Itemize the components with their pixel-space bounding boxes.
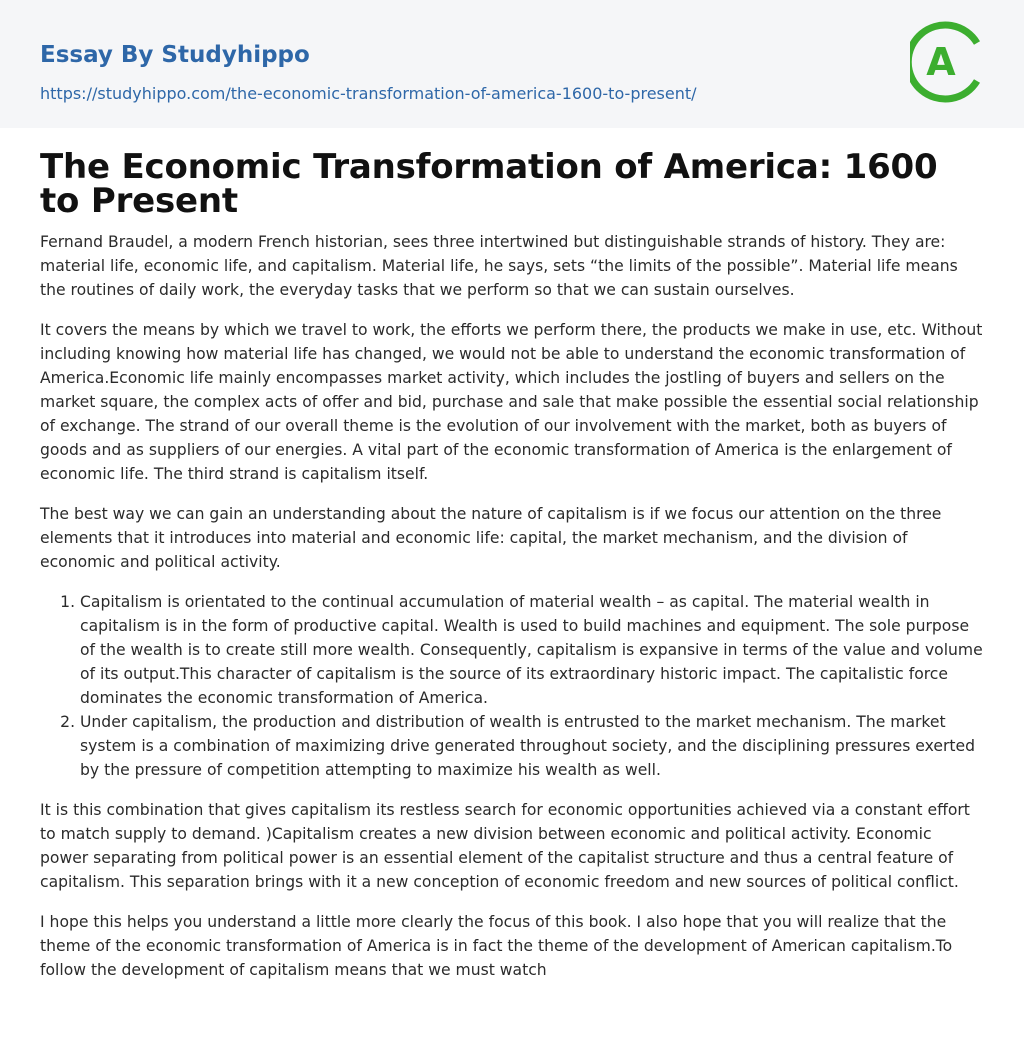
brand-title[interactable]: Essay By Studyhippo [40,42,310,68]
paragraph-1: Fernand Braudel, a modern French historian, sees three intertwined but distinguishable strands of history. They are: material life, economic life, and capitalism. Material life, he says, sets “the limits of the possible”. Material life means the routines of daily work, the everyday tasks that we perform so that we can sustain ourselves. [40,233,958,299]
studyhippo-logo-icon[interactable] [910,18,988,106]
logo-letter: A [926,40,956,84]
page-header [0,0,1024,128]
paragraph-3: The best way we can gain an understanding about the nature of capitalism is if we focus our attention on the three elements that it introduces into material and economic life: capital, the market mechanism, and the division of economic and political activity. [40,505,942,571]
capitalism-elements-list [40,590,984,782]
article-content [0,147,1024,982]
paragraph-2: It covers the means by which we travel to work, the efforts we perform there, the products we make in use, etc. Without including knowing how material life has changed, we would not be able to understand the economic transformation of America.Economic life mainly encompasses market activity, which includes the jostling of buyers and sellers on the market square, the complex acts of offer and bid, purchase and sale that make possible the essential social relationship of exchange. The strand of our overall theme is the evolution of our involvement with the market, both as buyers of goods and as suppliers of our energies. A vital part of the economic transformation of America is the enlargement of economic life. The third strand is capitalism itself. [40,321,983,483]
source-url-link[interactable]: https://studyhippo.com/the-economic-transformation-of-america-1600-to-present/ [40,84,697,103]
list-item: 1. Capitalism is orientated to the continual accumulation of material wealth – as capital. The material wealth in capitalism is in the form of productive capital. Wealth is used to build machines and equipment. The sole purpose of the wealth is to create still more wealth. Consequently, capitalism is expansive in terms of the value and volume of its output.This character of capitalism is the source of its extraordinary historic impact. The capitalistic force dominates the economic transformation of America. [80,590,984,710]
list-item: 2. Under capitalism, the production and distribution of wealth is entrusted to the market mechanism. The market system is a combination of maximizing drive generated throughout society, and the disciplining pressures exerted by the pressure of competition attempting to maximize his wealth as well. [80,710,984,782]
paragraph-4: It is this combination that gives capitalism its restless search for economic opportunities achieved via a constant effort to match supply to demand. )Capitalism creates a new division between economic and political activity. Economic power separating from political power is an essential element of the capitalist structure and thus a central feature of capitalism. This separation brings with it a new conception of economic freedom and new sources of political conflict. [40,801,970,891]
paragraph-5: I hope this helps you understand a little more clearly the focus of this book. I also hope that you will realize that the theme of the economic transformation of America is in fact the theme of the development of American capitalism.To follow the development of capitalism means that we must watch [40,913,953,979]
article-title: The Economic Transformation of America: 1600 to Present [40,147,938,221]
